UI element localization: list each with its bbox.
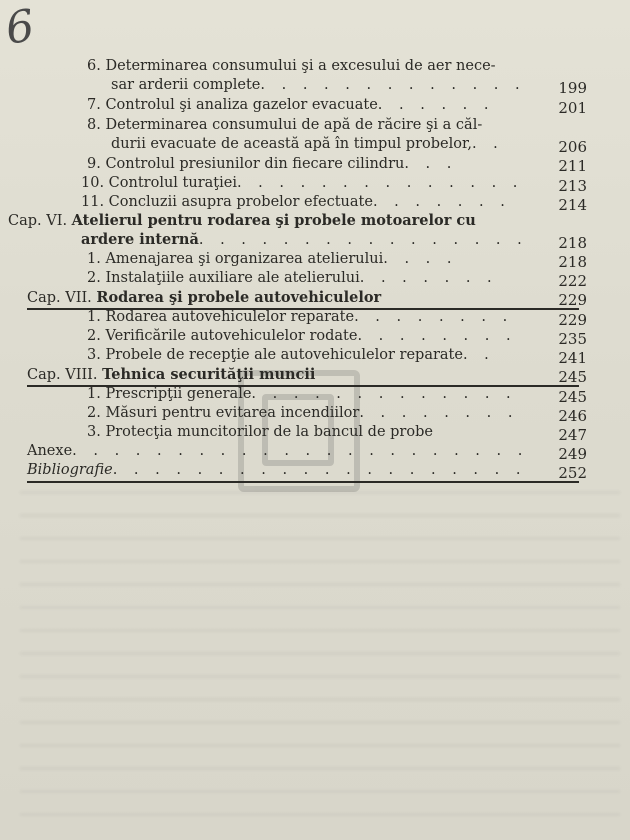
toc-entry-8-1-text: 1. Prescripţii generale [87,386,252,402]
chapter-6-title: Atelierul pentru rodarea şi probele motoarelor cu [71,212,476,229]
toc-annex-text: Anexe [27,443,73,459]
handwritten-page-number: 6 [2,0,38,55]
toc-entry-8-text: durii evacuate de această apă în timpul probelor, [111,136,472,152]
toc-entry-6-1-text: 1. Amenajarea şi organizarea atelierului [87,251,384,267]
toc-entry-11-text: 11. Concluzii asupra probelor efectuate [81,194,373,210]
toc-entry-8-line2: durii evacuate de această apă în timpul probelor,. . [111,136,504,152]
toc-annex-page: 249 [558,445,587,463]
toc-entry-7-text: 7. Controlul şi analiza gazelor evacuate [87,97,378,113]
toc-entry-8-2-text: 2. Măsuri pentru evitarea incendiilor [87,405,360,421]
toc-page-9: 211 [558,157,587,175]
toc-entry-9-text: 9. Controlul presiunilor din fiecare cilindru [87,156,405,172]
chapter-6-label: Cap. VI. [8,213,68,229]
toc-entry-7-3-text: 3. Probele de recepţie ale autovehiculelor reparate [87,347,463,363]
toc-page-6-2: 222 [558,272,587,290]
chapter-7-page: 229 [558,291,587,309]
toc-entry-8-3: 3. Protecţia muncitorilor de la bancul de probe [87,424,433,440]
toc-entry-10-text: 10. Controlul turaţiei [81,175,237,191]
toc-entry-6-2-text: 2. Instalaţiile auxiliare ale atelierului [87,270,360,286]
toc-page-10: 213 [558,177,587,195]
toc-entry-7-2: 2. Verificările autovehiculelor rodate. . . . . . . . [87,328,517,344]
toc-entry-7-1-text: 1. Rodarea autovehiculelor reparate [87,309,355,325]
toc-page-8: 206 [558,138,587,156]
toc-entry-6-text: sar arderii complete [111,77,261,93]
toc-bibliography-text: Bibliografie [27,462,113,478]
toc-entry-10: 10. Controlul turaţiei. . . . . . . . . . . . . . [81,175,524,191]
toc-page-11: 214 [558,196,587,214]
chapter-6-title-cont: ardere internă [81,231,199,248]
toc-annex: Anexe. . . . . . . . . . . . . . . . . . . . . . [27,443,529,459]
chapter-8-heading [27,366,315,384]
toc-page-6: 199 [558,79,587,97]
toc-entry-8-1: 1. Prescripţii generale. . . . . . . . . . . . . [87,386,517,402]
toc-page-8-3: 247 [558,426,587,444]
show-through-text [20,470,620,830]
chapter-6-page: 218 [558,234,587,252]
chapter-8-page: 245 [558,368,587,386]
toc-entry-7-1: 1. Rodarea autovehiculelor reparate. . . . . . . . [87,309,514,325]
chapter-8-title: Tehnica securităţii muncii [102,366,316,383]
chapter-6-heading-line1 [8,212,476,230]
toc-page-7-2: 235 [558,330,587,348]
toc-page-7: 201 [558,99,587,117]
toc-entry-6-line2: sar arderii complete. . . . . . . . . . . . . [111,77,526,93]
chapter-7-label: Cap. VII. [27,290,92,306]
toc-entry-9: 9. Controlul presiunilor din fiecare cilindru. . . [87,156,458,172]
toc-entry-6-line1: 6. Determinarea consumului şi a excesului de aer nece- [87,58,496,74]
toc-page-7-3: 241 [558,349,587,367]
bibliography-rule [27,481,579,483]
toc-entry-7-3: 3. Probele de recepţie ale autovehiculelor reparate. . [87,347,495,363]
toc-bibliography: Bibliografie. . . . . . . . . . . . . . . . . . . . [27,462,527,478]
toc-entry-8-2: 2. Măsuri pentru evitarea incendiilor. . . . . . . . [87,405,519,421]
chapter-7-title: Rodarea şi probele autovehiculelor [96,289,382,306]
toc-entry-8-line1: 8. Determinarea consumului de apă de răcire şi a căl- [87,117,483,133]
chapter-6-heading-line2: ardere internă. . . . . . . . . . . . . . . . [81,231,528,248]
toc-page-7-1: 229 [558,311,587,329]
toc-entry-11: 11. Concluzii asupra probelor efectuate. . . . . . . [81,194,511,210]
toc-page-8-2: 246 [558,407,587,425]
toc-bibliography-page: 252 [558,464,587,482]
toc-page-8-1: 245 [558,388,587,406]
toc-entry-7: 7. Controlul şi analiza gazelor evacuate. . . . . . [87,97,495,113]
toc-entry-7-2-text: 2. Verificările autovehiculelor rodate [87,328,358,344]
toc-entry-6-1: 1. Amenajarea şi organizarea atelierului. . . . [87,251,458,267]
toc-entry-6-2: 2. Instalaţiile auxiliare ale atelierului. . . . . . . [87,270,498,286]
chapter-8-label: Cap. VIII. [27,367,98,383]
chapter-7-heading [27,289,381,307]
toc-page-6-1: 218 [558,253,587,271]
